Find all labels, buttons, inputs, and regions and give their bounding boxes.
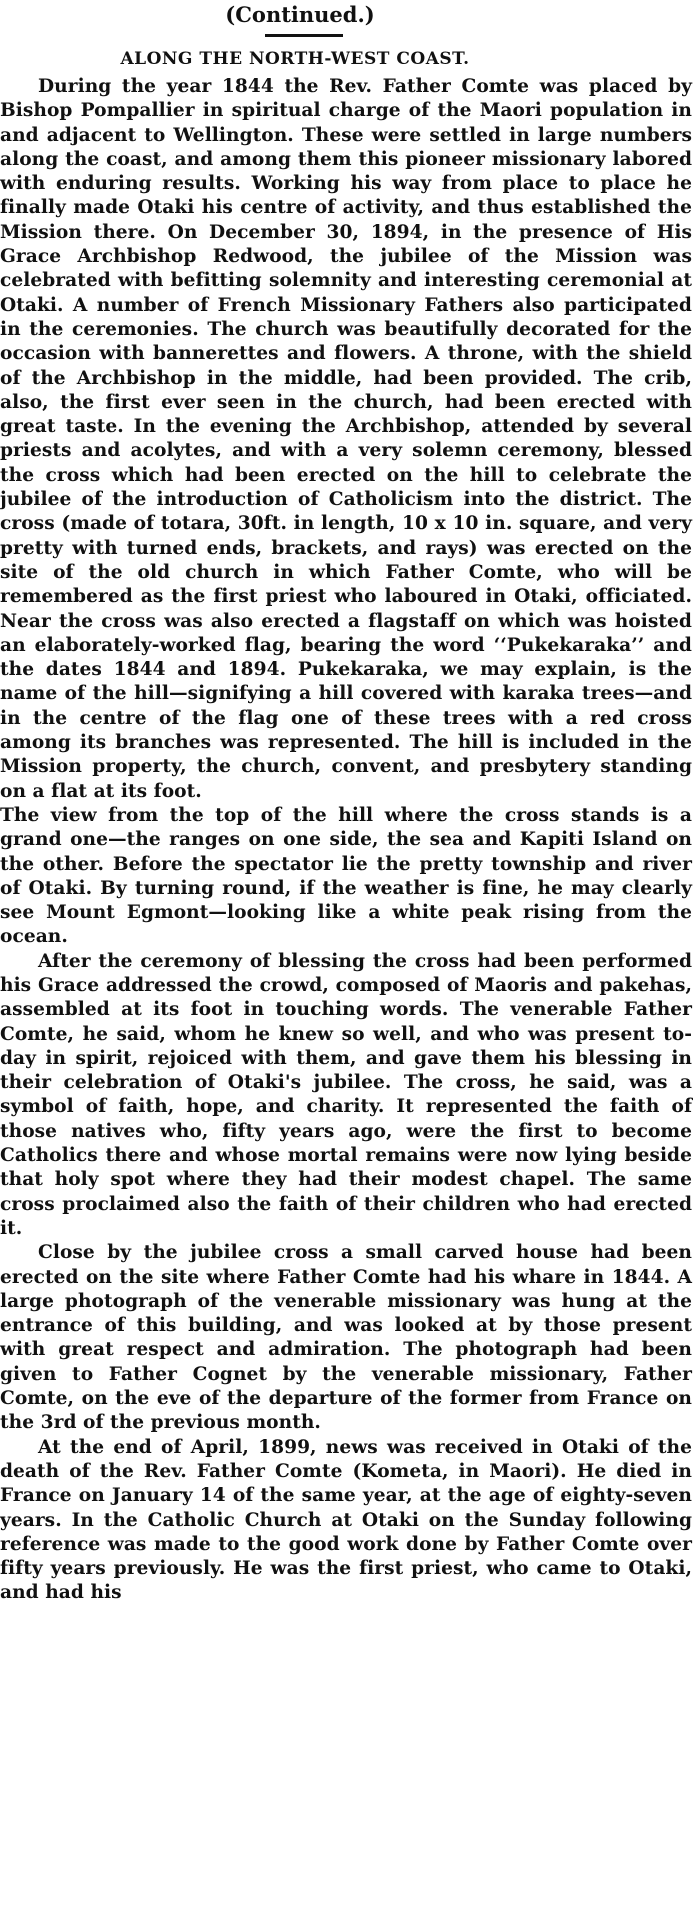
- paragraph-4: Close by the jubilee cross a small carved house had been erected on the site where Father Comte had his whare in 1844. A large photograph of the venerable missionary was hung at the entrance of this building, and was looked at by those present with great respect and admiration. The photograph had been given to Father Cognet by the venerable missionary, Father Comte, on the eve of the departure of the former from France on the 3rd of the previous month.: [0, 1242, 692, 1434]
- paragraph-2: The view from the top of the hill where the cross stands is a grand one—the ranges on one side, the sea and Kapiti Island on the other. Before the spectator lie the pretty township and river of Otaki. By turning round, if the weather is fine, he may clearly see Mount Egmont—looking like a white peak rising from the ocean.: [0, 804, 692, 948]
- article-body: [0, 75, 694, 1606]
- title-rule: [265, 34, 343, 37]
- article-heading: ALONG THE NORTH-WEST COAST.: [120, 49, 470, 69]
- continued-label: (Continued.): [225, 2, 375, 27]
- paragraph-5: At the end of April, 1899, news was received in Otaki of the death of the Rev. Father Comte (Kometa, in Maori). He died in France on January 14 of the same year, at the age of eighty-seven years. In the Catholic Church at Otaki on the Sunday following reference was made to the good work done by Father Comte over fifty years previously. He was the first priest, who came to Otaki, and had his: [0, 1436, 692, 1604]
- paragraph-3: After the ceremony of blessing the cross had been performed his Grace addressed the crowd, composed of Maoris and pakehas, assembled at its foot in touching words. The venerable Father Comte, he said, whom he knew so well, and who was present to-day in spirit, rejoiced with them, and gave them his blessing in their celebration of Otaki's jubilee. The cross, he said, was a symbol of faith, hope, and charity. It represented the faith of those natives who, fifty years ago, were the first to become Catholics there and whose mortal remains were now lying beside that holy spot where they had their modest chapel. The same cross proclaimed also the faith of their children who had erected it.: [0, 950, 692, 1239]
- paragraph-1: During the year 1844 the Rev. Father Comte was placed by Bishop Pompallier in spiritual charge of the Maori population in and adjacent to Wellington. These were settled in large numbers along the coast, and among them this pioneer missionary labored with enduring results. Working his way from place to place he finally made Otaki his centre of activity, and thus established the Mission there. On December 30, 1894, in the presence of His Grace Archbishop Redwood, the jubilee of the Mission was celebrated with befitting solemnity and interesting ceremonial at Otaki. A number of French Missionary Fathers also participated in the ceremonies. The church was beautifully decorated for the occasion with bannerettes and flowers. A throne, with the shield of the Archbishop in the middle, had been provided. The crib, also, the first ever seen in the church, had been erected with great taste. In the evening the Archbishop, attended by several priests and acolytes, and with a very solemn ceremony, blessed the cross which had been erected on the hill to celebrate the jubilee of the introduction of Catholicism into the district. The cross (made of totara, 30ft. in length, 10 x 10 in. square, and very pretty with turned ends, brackets, and rays) was erected on the site of the old church in which Father Comte, who will be remembered as the first priest who laboured in Otaki, officiated. Near the cross was also erected a flagstaff on which was hoisted an elaborately-worked flag, bearing the word ‘‘Pukekaraka’’ and the dates 1844 and 1894. Pukekaraka, we may explain, is the name of the hill—signifying a hill covered with karaka trees—and in the centre of the flag one of these trees with a red cross among its branches was represented. The hill is included in the Mission property, the church, convent, and presbytery standing on a flat at its foot.: [0, 76, 692, 802]
